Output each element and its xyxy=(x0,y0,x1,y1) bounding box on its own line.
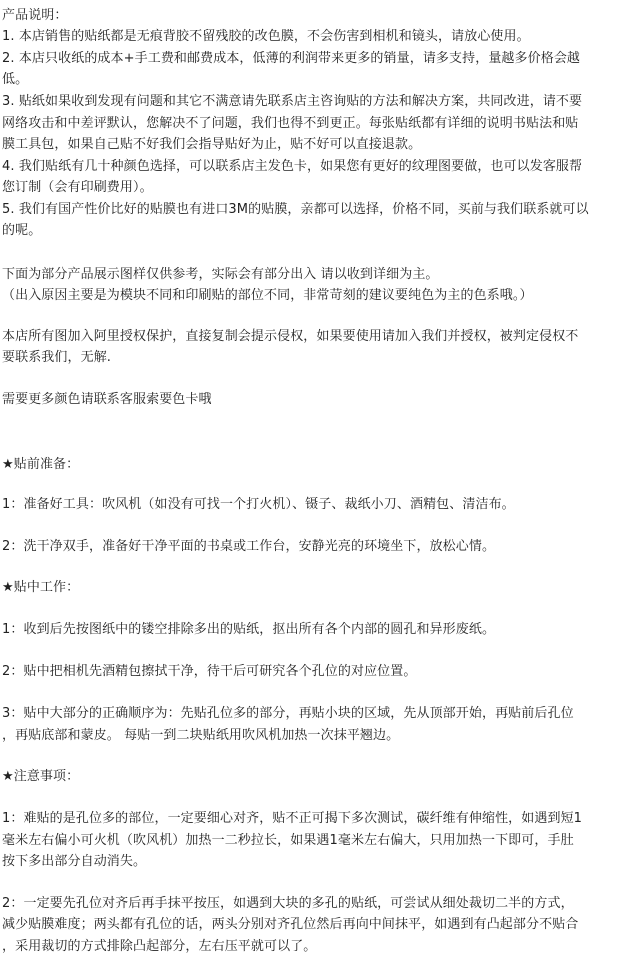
copyright-note-line-2: 要联系我们，无解. xyxy=(2,350,112,365)
product-note-1: 1. 本店销售的贴纸都是无痕背胶不留残胶的改色膜，不会伤害到相机和镜头，请放心使用。 xyxy=(2,29,530,44)
product-note-3-line-3: 膜工具包，如果自己贴不好我们会指导贴好为止，贴不好可以直接退款。 xyxy=(2,137,422,152)
during-step-2: 2：贴中把相机先酒精包擦拭干净，待干后可研究各个孔位的对应位置。 xyxy=(2,664,417,679)
before-heading: ★贴前准备： xyxy=(2,457,80,472)
during-step-1: 1：收到后先按图纸中的镂空排除多出的贴纸，抠出所有各个内部的圆孔和异形废纸。 xyxy=(2,622,496,637)
display-note-line-1: 下面为部分产品展示图样仅供参考，实际会有部分出入 请以收到详细为主。 xyxy=(2,267,439,282)
product-note-5-line-1: 5. 我们有国产性价比好的贴膜也有进口3M的贴膜，亲都可以选择，价格不同，买前与我们联系就可以 xyxy=(2,202,589,217)
note-2-line-3: ，采用裁切的方式排除凸起部分，左右压平就可以了。 xyxy=(2,939,317,954)
note-2-line-1: 2：一定要先孔位对齐后再手抹平按压，如遇到大块的多孔的贴纸，可尝试从细处裁切二半的方式， xyxy=(2,896,574,911)
product-note-2-line-2: 低。 xyxy=(2,72,29,87)
note-1-line-1: 1：难贴的是孔位多的部位，一定要细心对齐，贴不正可揭下多次测试，碳纤维有伸缩性，如遇到短1 xyxy=(2,811,583,826)
product-note-3-line-1: 3. 贴纸如果收到发现有问题和其它不满意请先联系店主咨询贴的方法和解决方案，共同改进，请不要 xyxy=(2,94,583,109)
before-step-1: 1：准备好工具：吹风机（如没有可找一个打火机）、镊子、裁纸小刀、酒精包、清洁布。 xyxy=(2,497,515,512)
product-note-3-line-2: 网络攻击和中差评默认，您解决不了问题，我们也得不到更正。每张贴纸都有详细的说明书贴法和贴 xyxy=(2,116,579,131)
note-2-line-2: 减少贴膜难度；两头都有孔位的话，两头分别对齐孔位然后再向中间抹平，如遇到有凸起部分不贴合 xyxy=(2,917,579,932)
during-step-3-line-1: 3：贴中大部分的正确顺序为：先贴孔位多的部分，再贴小块的区域，先从顶部开始，再贴前后孔位 xyxy=(2,706,574,721)
product-notes-heading: 产品说明： xyxy=(2,8,68,23)
product-note-4-line-1: 4. 我们贴纸有几十种颜色选择，可以联系店主发色卡，如果您有更好的纹理图要做，也可以发客服帮 xyxy=(2,159,583,174)
before-step-2: 2：洗干净双手，准备好干净平面的书桌或工作台，安静光亮的环境坐下，放松心情。 xyxy=(2,539,496,554)
display-note-line-2: （出入原因主要是为模块不同和印刷贴的部位不同，非常苛刻的建议要纯色为主的色系哦。） xyxy=(2,288,533,303)
product-note-5-line-2: 的呢。 xyxy=(2,223,42,238)
during-step-3-line-2: ，再贴底部和蒙皮。 每贴一到二块贴纸用吹风机加热一次抹平翘边。 xyxy=(2,728,400,743)
copyright-note-line-1: 本店所有图加入阿里授权保护，直接复制会提示侵权，如果要使用请加入我们并授权，被判定侵权不 xyxy=(2,329,579,344)
product-note-4-line-2: 您订制（会有印刷费用）。 xyxy=(2,180,153,195)
note-1-line-2: 毫米左右偏小可火机（吹风机）加热一二秒拉长，如果遇1毫米左右偏大，只用加热一下即可，手肚 xyxy=(2,833,574,848)
notes-heading: ★注意事项： xyxy=(2,769,80,784)
note-1-line-3: 按下多出部分自动消失。 xyxy=(2,854,147,869)
colors-note: 需要更多颜色请联系客服索要色卡哦 xyxy=(2,392,212,407)
during-heading: ★贴中工作： xyxy=(2,580,80,595)
product-note-2-line-1: 2. 本店只收纸的成本+手工费和邮费成本，低薄的利润带来更多的销量，请多支持，量越多价格会越 xyxy=(2,51,581,66)
